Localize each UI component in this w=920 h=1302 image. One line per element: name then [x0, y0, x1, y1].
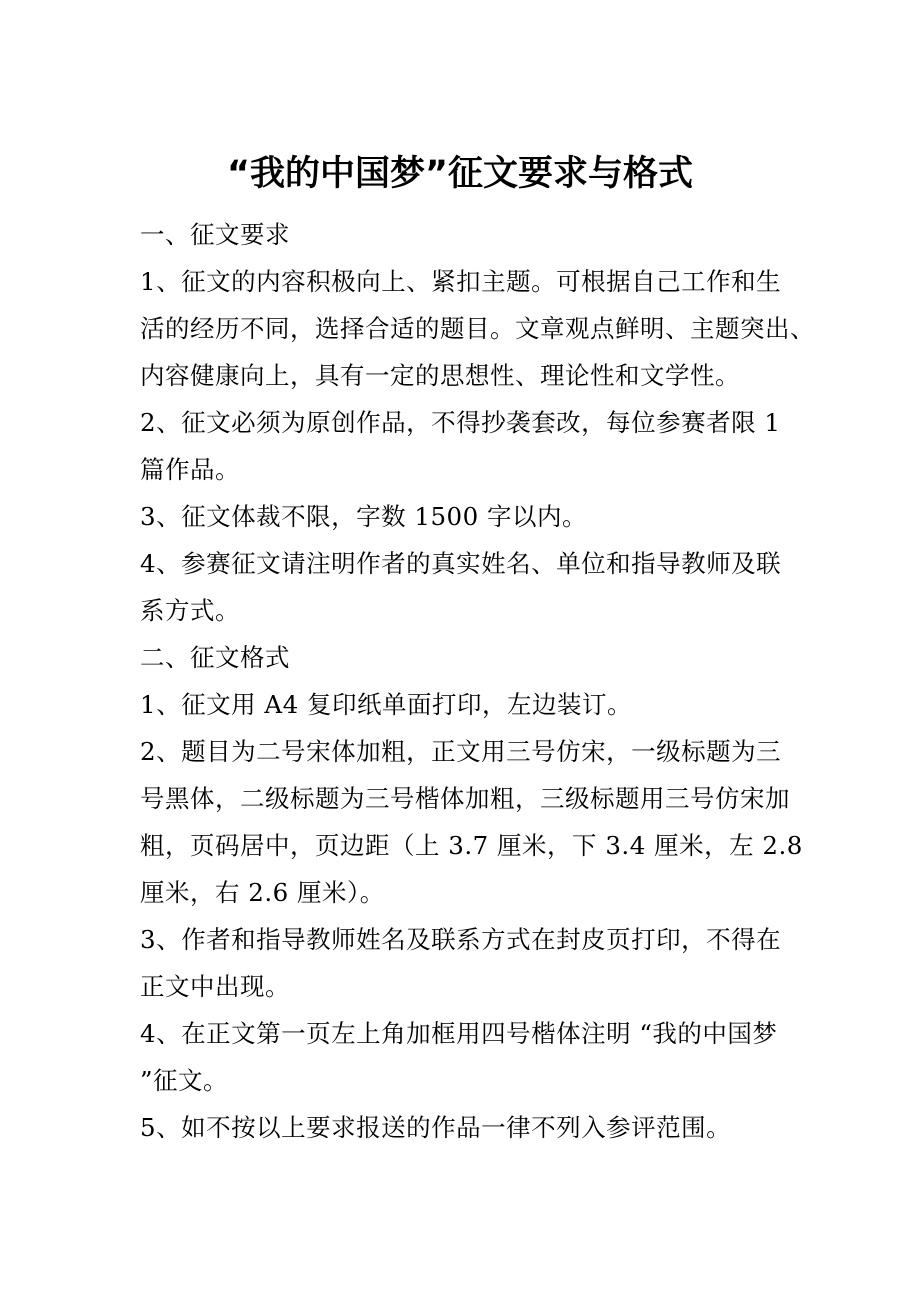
body-line: ”征文。	[140, 1066, 229, 1095]
body-line: 2、题目为二号宋体加粗，正文用三号仿宋，一级标题为三	[140, 737, 782, 766]
body-line: 4、参赛征文请注明作者的真实姓名、单位和指导教师及联	[140, 549, 782, 578]
section-heading-requirements: 一、征文要求	[140, 220, 290, 249]
body-line: 3、征文体裁不限，字数 1500 字以内。	[140, 502, 588, 531]
document-body	[140, 211, 815, 1151]
document-title: “我的中国梦”征文要求与格式	[226, 154, 693, 194]
body-line: 号黑体，二级标题为三号楷体加粗，三级标题用三号仿宋加	[140, 784, 790, 813]
section-heading-format: 二、征文格式	[140, 643, 290, 672]
body-line: 篇作品。	[140, 455, 240, 484]
body-line: 系方式。	[140, 596, 240, 625]
body-line: 正文中出现。	[140, 972, 290, 1001]
body-line: 3、作者和指导教师姓名及联系方式在封皮页打印，不得在	[140, 925, 782, 954]
body-line: 厘米，右 2.6 厘米）。	[140, 878, 385, 907]
body-line: 粗，页码居中，页边距（上 3.7 厘米，下 3.4 厘米，左 2.8	[140, 831, 803, 860]
body-line: 5、如不按以上要求报送的作品一律不列入参评范围。	[140, 1113, 732, 1142]
body-line: 活的经历不同，选择合适的题目。文章观点鲜明、主题突出、	[140, 314, 815, 343]
body-line: 1、征文的内容积极向上、紧扣主题。可根据自己工作和生	[140, 267, 782, 296]
body-line: 2、征文必须为原创作品，不得抄袭套改，每位参赛者限 1	[140, 408, 781, 437]
body-line: 内容健康向上，具有一定的思想性、理论性和文学性。	[140, 361, 740, 390]
body-line: 4、在正文第一页左上角加框用四号楷体注明 “我的中国梦	[140, 1019, 778, 1048]
body-line: 1、征文用 A4 复印纸单面打印，左边装订。	[140, 690, 632, 719]
